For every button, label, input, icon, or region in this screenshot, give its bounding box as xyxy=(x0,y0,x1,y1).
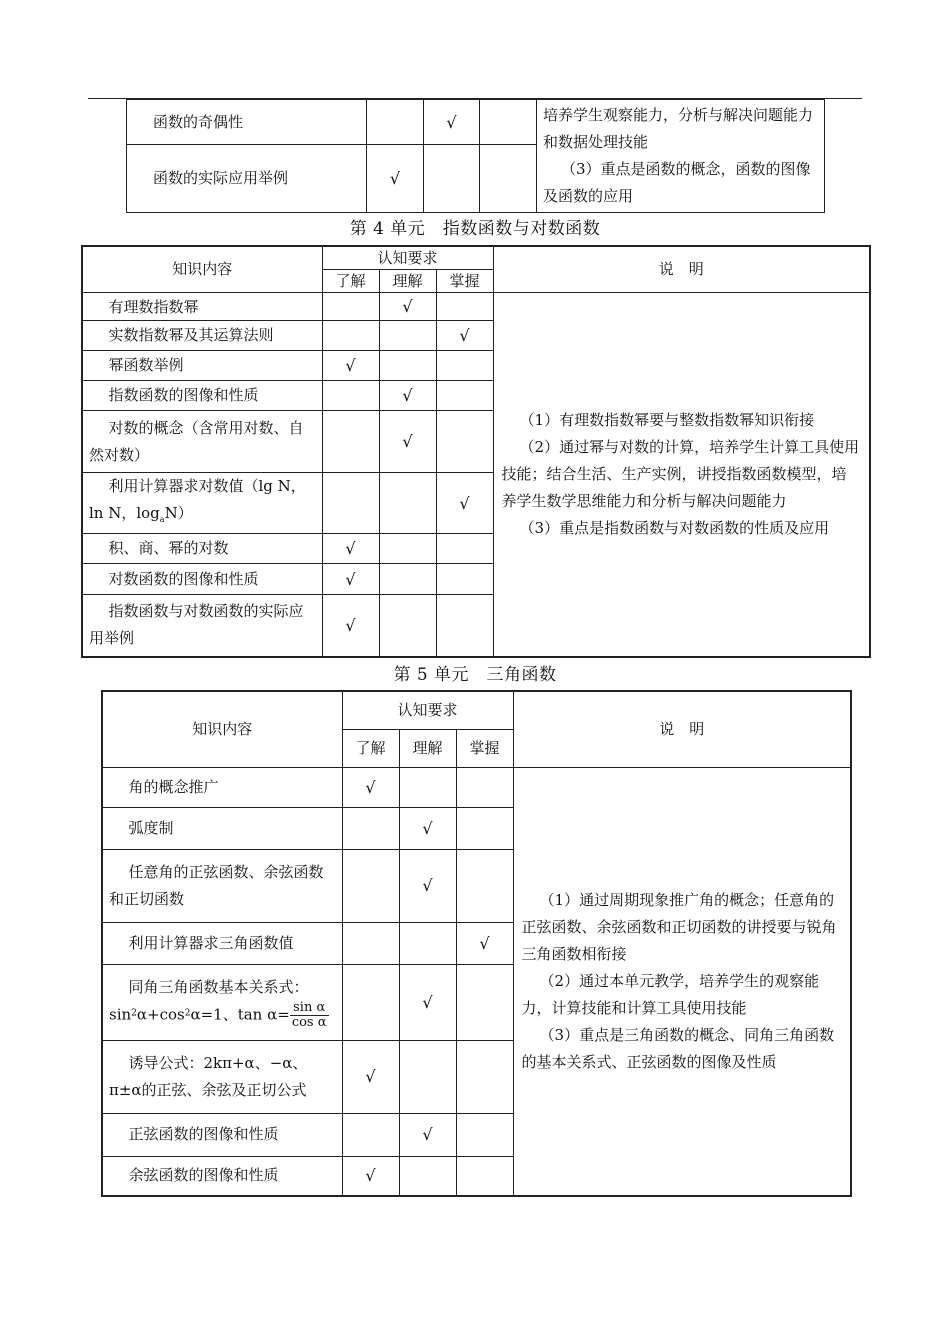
check-understand xyxy=(379,595,436,657)
header-content: 知识内容 xyxy=(102,691,342,767)
explanation-line: （2）通过本单元教学，培养学生的观察能力，计算技能和计算工具使用技能 xyxy=(521,971,820,1017)
check-know xyxy=(322,293,379,321)
check-master xyxy=(456,1156,513,1196)
explanation-line: （2）通过幂与对数的计算，培养学生计算工具使用技能；结合生活、生产实例，讲授指数函数模型，培养学生数学思维能力和分析与解决问题能力 xyxy=(501,437,860,510)
row-label: 幂函数举例 xyxy=(82,351,322,381)
check-master xyxy=(436,534,493,564)
row-label: 指数函数的图像和性质 xyxy=(82,381,322,411)
check-understand: √ xyxy=(379,381,436,411)
row-label: 利用计算器求三角函数值 xyxy=(102,922,342,964)
check-understand xyxy=(379,534,436,564)
check-know: √ xyxy=(322,564,379,595)
check-understand: √ xyxy=(399,849,456,922)
check-master: √ xyxy=(436,321,493,351)
explanation-line: （3）重点是指数函数与对数函数的性质及应用 xyxy=(519,518,830,537)
check-understand xyxy=(379,321,436,351)
check-know xyxy=(367,100,424,145)
check-master xyxy=(456,767,513,807)
header-understand: 理解 xyxy=(379,270,436,293)
row-label: 同角三角函数基本关系式： $\sin^2\alpha+\cos^2\alpha=1$、tan α= $\frac{\text{sin α}}{\text{cos α}}$ xyxy=(102,964,342,1040)
check-understand xyxy=(379,351,436,381)
header-master: 掌握 xyxy=(456,729,513,767)
row-label: 利用计算器求对数值（lg N，ln N，$\log_aN$） xyxy=(82,473,322,534)
header-content: 知识内容 xyxy=(82,246,322,293)
unit3-continuation-table xyxy=(126,99,825,213)
row-label: 任意角的正弦函数、余弦函数和正切函数 xyxy=(102,849,342,922)
header-explanation: 说 明 xyxy=(513,691,851,767)
header-explanation: 说 明 xyxy=(493,246,870,293)
check-master xyxy=(456,1040,513,1113)
check-master xyxy=(456,849,513,922)
explanation-cell xyxy=(513,767,851,1196)
check-understand xyxy=(379,473,436,534)
check-know: √ xyxy=(322,351,379,381)
check-master xyxy=(480,100,537,145)
check-know xyxy=(322,321,379,351)
row-label: 弧度制 xyxy=(102,807,342,849)
check-know xyxy=(322,381,379,411)
unit4-title: 第 4 单元 指数函数与对数函数 xyxy=(349,219,601,239)
check-understand: √ xyxy=(399,1113,456,1156)
check-master xyxy=(436,595,493,657)
check-master xyxy=(436,351,493,381)
header-understand: 理解 xyxy=(399,729,456,767)
explanation-line: （3）重点是三角函数的概念、同角三角函数的基本关系式、正弦函数的图像及性质 xyxy=(521,1025,835,1071)
check-master xyxy=(436,293,493,321)
check-master xyxy=(456,964,513,1040)
check-know: √ xyxy=(342,1040,399,1113)
header-cognitive: 认知要求 xyxy=(342,691,513,729)
check-know xyxy=(342,1113,399,1156)
row-label: 余弦函数的图像和性质 xyxy=(102,1156,342,1196)
row-label: 对数函数的图像和性质 xyxy=(82,564,322,595)
check-understand xyxy=(379,564,436,595)
check-understand xyxy=(399,922,456,964)
trig-identity-formula: $\sin^2\alpha+\cos^2\alpha=1$、tan α= $\frac{\text{sin α}}{\text{cos α}}$ xyxy=(109,1000,327,1030)
explanation-line: 培养学生观察能力，分析与解决问题能力和数据处理技能 xyxy=(543,106,814,151)
explanation-line: （1）通过周期现象推广角的概念；任意角的正弦函数、余弦函数和正切函数的讲授要与锐角三角函数相衔接 xyxy=(521,890,837,963)
check-understand: √ xyxy=(379,293,436,321)
header-cognitive: 认知要求 xyxy=(322,246,493,270)
check-know xyxy=(342,807,399,849)
header-master: 掌握 xyxy=(436,270,493,293)
unit4-table xyxy=(81,245,871,658)
explanation-line: （3）重点是函数的概念，函数的图像及函数的应用 xyxy=(543,160,811,205)
check-know xyxy=(342,849,399,922)
unit5-table xyxy=(101,690,852,1197)
check-know xyxy=(342,964,399,1040)
explanation-line: （1）有理数指数幂要与整数指数幂知识衔接 xyxy=(519,410,815,429)
check-master xyxy=(436,564,493,595)
check-master: √ xyxy=(456,922,513,964)
row-label: 角的概念推广 xyxy=(102,767,342,807)
row-label: 对数的概念（含常用对数、自然对数） xyxy=(82,411,322,473)
row-label: 实数指数幂及其运算法则 xyxy=(82,321,322,351)
check-know xyxy=(322,473,379,534)
check-know xyxy=(322,411,379,473)
unit5-title: 第 5 单元 三角函数 xyxy=(393,665,557,685)
check-master xyxy=(456,807,513,849)
row-label: 诱导公式：2kπ+α、−α、π±α的正弦、余弦及正切公式 xyxy=(102,1040,342,1113)
header-know: 了解 xyxy=(342,729,399,767)
check-know xyxy=(342,922,399,964)
check-master xyxy=(456,1113,513,1156)
check-understand xyxy=(424,145,480,213)
check-know: √ xyxy=(342,1156,399,1196)
row-label: 指数函数与对数函数的实际应用举例 xyxy=(82,595,322,657)
row-label: 积、商、幂的对数 xyxy=(82,534,322,564)
check-master xyxy=(436,411,493,473)
explanation-cell xyxy=(493,293,870,657)
check-know: √ xyxy=(367,145,424,213)
explanation-cell xyxy=(537,100,825,213)
header-know: 了解 xyxy=(322,270,379,293)
check-know: √ xyxy=(322,595,379,657)
check-know: √ xyxy=(322,534,379,564)
check-understand xyxy=(399,767,456,807)
row-label: 函数的奇偶性 xyxy=(127,100,367,145)
row-label: 函数的实际应用举例 xyxy=(127,145,367,213)
tan-fraction: $\frac{\text{sin α}}{\text{cos α}}$ xyxy=(291,1000,327,1030)
check-master xyxy=(480,145,537,213)
check-know: √ xyxy=(342,767,399,807)
row-label: 正弦函数的图像和性质 xyxy=(102,1113,342,1156)
check-master xyxy=(436,381,493,411)
check-understand: √ xyxy=(399,964,456,1040)
check-understand xyxy=(399,1156,456,1196)
check-master: √ xyxy=(436,473,493,534)
row-label: 有理数指数幂 xyxy=(82,293,322,321)
check-understand xyxy=(399,1040,456,1113)
check-understand: √ xyxy=(379,411,436,473)
check-understand: √ xyxy=(399,807,456,849)
check-understand: √ xyxy=(424,100,480,145)
